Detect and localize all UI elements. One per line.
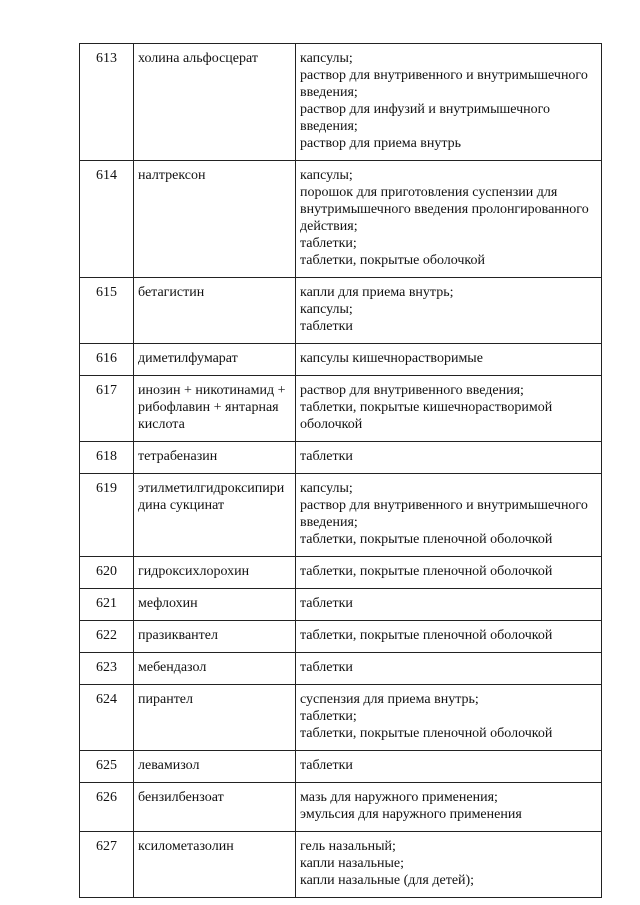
row-number: 621	[80, 589, 134, 621]
table-row	[80, 685, 602, 751]
dosage-form: капли назальные (для детей);	[300, 873, 475, 888]
drug-name: инозин + никотинамид + рибофлавин + янтарная кислота	[134, 376, 296, 442]
dosage-form: капли для приема внутрь;	[300, 285, 454, 300]
dosage-form: таблетки, покрытые оболочкой	[300, 253, 486, 268]
drug-name: тетрабеназин	[134, 442, 296, 474]
row-number: 626	[80, 783, 134, 832]
dosage-forms	[296, 685, 602, 751]
drug-name: гидроксихлорохин	[134, 557, 296, 589]
drug-name: празиквантел	[134, 621, 296, 653]
dosage-form: таблетки	[300, 449, 353, 464]
drug-name: этилметилгидроксипиридина сукцинат	[134, 474, 296, 557]
drug-name: ксилометазолин	[134, 832, 296, 898]
drug-name: холина альфосцерат	[134, 44, 296, 161]
dosage-form: раствор для приема внутрь	[300, 136, 462, 151]
table-row	[80, 474, 602, 557]
drug-name: мебендазол	[134, 653, 296, 685]
dosage-form: капсулы кишечнорастворимые	[300, 351, 483, 366]
table-row	[80, 653, 602, 685]
row-number: 622	[80, 621, 134, 653]
dosage-forms	[296, 474, 602, 557]
table-row	[80, 442, 602, 474]
dosage-form: капли назальные;	[300, 856, 405, 871]
dosage-form: таблетки, покрытые пленочной оболочкой	[300, 532, 553, 547]
dosage-forms	[296, 344, 602, 376]
dosage-form: таблетки, покрытые пленочной оболочкой	[300, 564, 553, 579]
drug-name: налтрексон	[134, 161, 296, 278]
table-row	[80, 278, 602, 344]
dosage-form: раствор для внутривенного введения;	[300, 383, 524, 398]
dosage-form: гель назальный;	[300, 839, 396, 854]
dosage-form: раствор для внутривенного и внутримышечного введения;	[300, 498, 588, 530]
row-number: 623	[80, 653, 134, 685]
row-number: 619	[80, 474, 134, 557]
dosage-forms	[296, 442, 602, 474]
row-number: 614	[80, 161, 134, 278]
dosage-form: таблетки	[300, 758, 353, 773]
drug-name: диметилфумарат	[134, 344, 296, 376]
table-row	[80, 832, 602, 898]
medication-table-body	[80, 44, 602, 898]
dosage-form: эмульсия для наружного применения	[300, 807, 522, 822]
row-number: 624	[80, 685, 134, 751]
row-number: 620	[80, 557, 134, 589]
dosage-forms	[296, 653, 602, 685]
drug-name: бетагистин	[134, 278, 296, 344]
drug-name: мефлохин	[134, 589, 296, 621]
drug-name: пирантел	[134, 685, 296, 751]
dosage-forms	[296, 278, 602, 344]
dosage-forms	[296, 557, 602, 589]
dosage-form: таблетки	[300, 319, 353, 334]
dosage-form: таблетки	[300, 596, 353, 611]
dosage-form: раствор для инфузий и внутримышечного введения;	[300, 102, 551, 134]
dosage-forms	[296, 44, 602, 161]
table-row	[80, 589, 602, 621]
table-row	[80, 376, 602, 442]
dosage-form: суспензия для приема внутрь;	[300, 692, 479, 707]
table-row	[80, 783, 602, 832]
dosage-form: мазь для наружного применения;	[300, 790, 498, 805]
dosage-form: капсулы;	[300, 481, 353, 496]
row-number: 618	[80, 442, 134, 474]
dosage-forms	[296, 832, 602, 898]
dosage-forms	[296, 783, 602, 832]
dosage-form: таблетки	[300, 660, 353, 675]
dosage-form: таблетки;	[300, 709, 357, 724]
dosage-form: таблетки, покрытые кишечнорастворимой оболочкой	[300, 400, 553, 432]
drug-name: бензилбензоат	[134, 783, 296, 832]
dosage-form: капсулы;	[300, 302, 353, 317]
table-row	[80, 161, 602, 278]
table-row	[80, 621, 602, 653]
table-row	[80, 44, 602, 161]
table-row	[80, 344, 602, 376]
row-number: 625	[80, 751, 134, 783]
table-row	[80, 557, 602, 589]
dosage-form: раствор для внутривенного и внутримышечного введения;	[300, 68, 588, 100]
dosage-form: таблетки, покрытые пленочной оболочкой	[300, 726, 553, 741]
table-row	[80, 751, 602, 783]
medication-table	[79, 43, 602, 898]
row-number: 627	[80, 832, 134, 898]
row-number: 613	[80, 44, 134, 161]
dosage-form: таблетки, покрытые пленочной оболочкой	[300, 628, 553, 643]
dosage-forms	[296, 621, 602, 653]
row-number: 617	[80, 376, 134, 442]
dosage-forms	[296, 161, 602, 278]
dosage-form: порошок для приготовления суспензии для внутримышечного введения пролонгированного действия;	[300, 185, 589, 234]
drug-name: левамизол	[134, 751, 296, 783]
dosage-forms	[296, 376, 602, 442]
dosage-form: капсулы;	[300, 51, 353, 66]
dosage-form: таблетки;	[300, 236, 357, 251]
dosage-forms	[296, 751, 602, 783]
row-number: 615	[80, 278, 134, 344]
row-number: 616	[80, 344, 134, 376]
dosage-form: капсулы;	[300, 168, 353, 183]
dosage-forms	[296, 589, 602, 621]
